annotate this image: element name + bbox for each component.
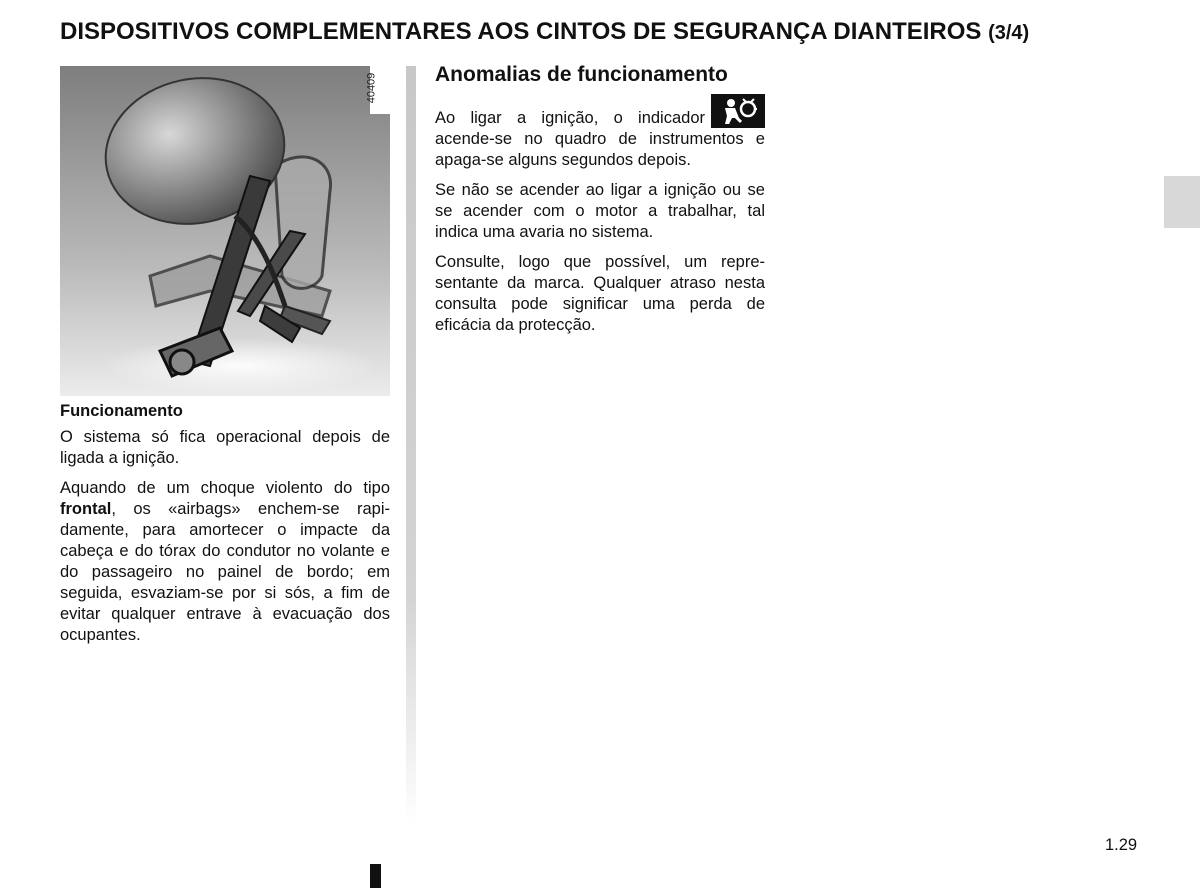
print-crop-mark (370, 864, 381, 888)
paragraph-frontal-start: Aquando de um choque violento do tipo (60, 479, 390, 497)
right-column (435, 62, 765, 345)
left-column (60, 401, 390, 655)
paragraph-frontal-impact (60, 478, 390, 646)
figure-reference-code (365, 66, 390, 114)
paragraph-consult: Consulte, logo que possível, um representante da marca. Qualquer atraso nesta consulta pode significar uma perda de eficácia da protecção. (435, 253, 765, 334)
frontal-emphasis: frontal (60, 500, 112, 518)
page-part-indicator: (3/4) (988, 22, 1030, 44)
airbag-warning-icon (711, 94, 765, 128)
paragraph-indicator-text: Ao ligar a ignição, o indicador acende-se no quadro de instrumentos e apaga-se alguns segundos depois. (435, 109, 765, 169)
page-title (60, 18, 1160, 46)
figure-reference-code-text: 40409 (365, 72, 378, 104)
paragraph-operation: O sistema só fica operacional depois de ligada a ignição. (60, 428, 390, 467)
paragraph-indicator (435, 108, 765, 171)
chapter-tab-marker (1164, 176, 1200, 228)
paragraph-frontal-end: , os «airbags» enchem-se rapidamente, para amortecer o impacte da cabeça e do tórax do condutor no volante e do passageiro no painel de bordo; em seguida, esvaziam-se por si sós, a fim de evitar qualquer entrave à evacuação dos ocupantes. (60, 500, 390, 644)
airbag-deployed-illustration-icon (60, 66, 390, 396)
section-title-anomalias: Anomalias de funcionamento (435, 63, 728, 86)
airbag-warning-icon-svg (711, 94, 765, 128)
paragraph-failure: Se não se acender ao ligar a ignição ou se se acender com o motor a trabalhar, tal indica uma avaria no sistema. (435, 181, 765, 241)
airbag-illustration (60, 66, 390, 396)
column-divider (406, 66, 416, 826)
page-number: 1.29 (1105, 836, 1138, 854)
page-title-text: DISPOSITIVOS COMPLEMENTARES AOS CINTOS DE SEGURANÇA DIANTEIROS (60, 18, 982, 45)
subheading-funcionamento: Funcionamento (60, 402, 183, 420)
